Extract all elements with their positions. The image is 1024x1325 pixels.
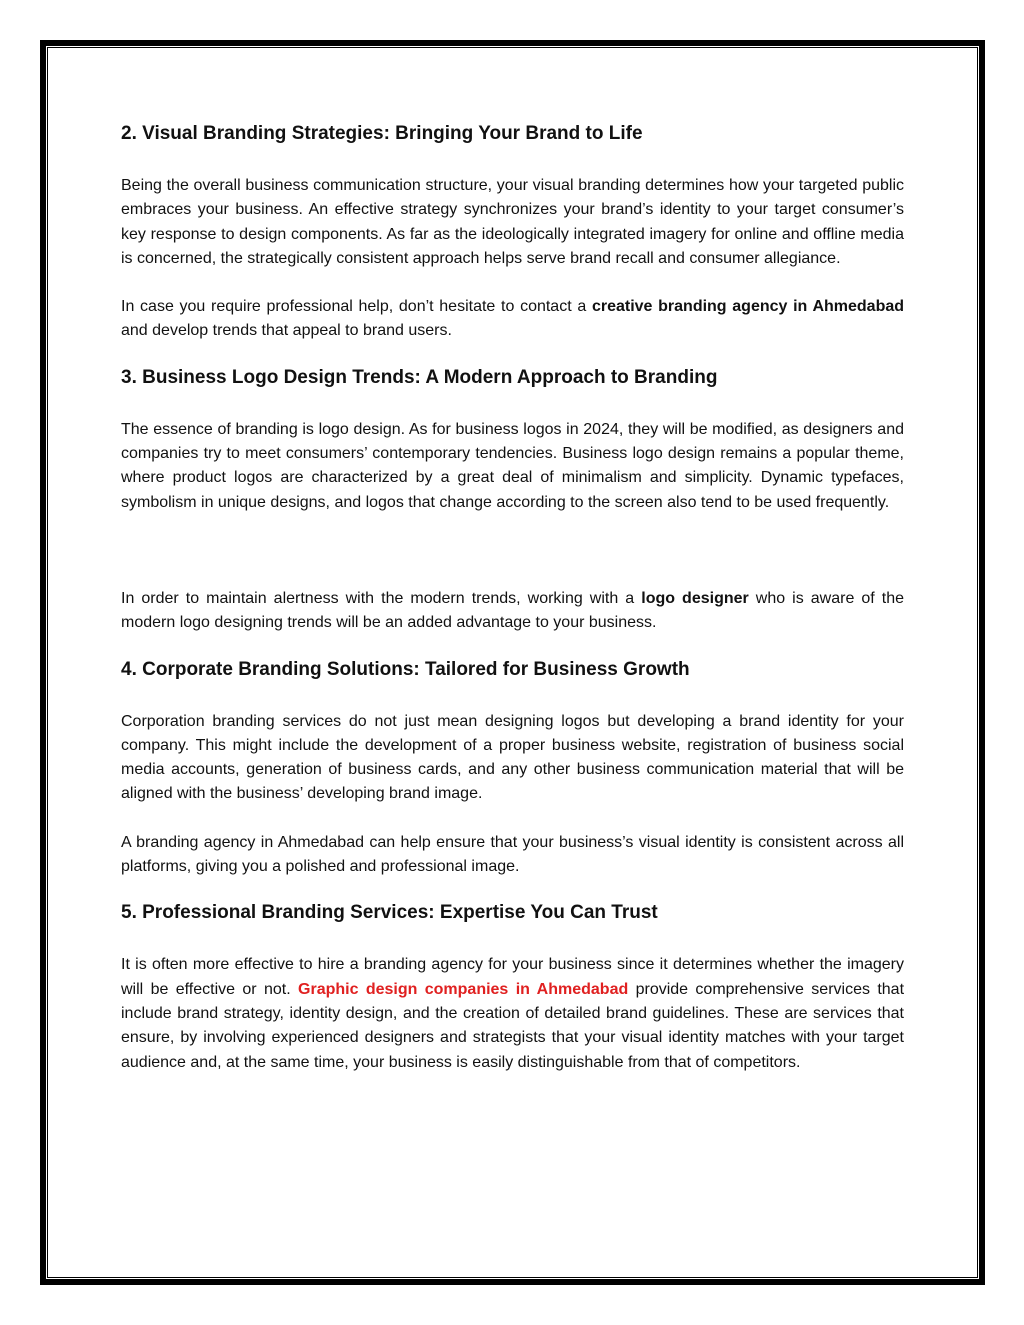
section-paragraph: A branding agency in Ahmedabad can help ensure that your business’s visual identity is consistent across all platforms, giving you a polished and professional image. <box>121 833 904 876</box>
bold-keyword: logo designer <box>641 589 749 607</box>
section-paragraph: Being the overall business communication structure, your visual branding determines how your targeted public embraces your business. An effective strategy synchronizes your brand’s identity to your target consumer’s key response to design components. As far as the ideologically integrated imagery for online and offline media is concerned, the strategically consistent approach helps serve brand recall and consumer allegiance. <box>121 177 904 267</box>
paragraph-text: In case you require professional help, don’t hesitate to contact a <box>121 298 592 316</box>
section-paragraph <box>121 587 904 636</box>
paragraph-text: who is aware of the modern logo designing trends will be an added advantage to your business. <box>121 589 905 632</box>
document-body <box>121 120 904 1075</box>
section-paragraph <box>121 953 904 1074</box>
section-heading-visual-branding: 2. Visual Branding Strategies: Bringing Your Brand to Life <box>121 123 643 144</box>
bold-keyword: creative branding agency in Ahmedabad <box>591 298 905 316</box>
paragraph-text: It is often more effective to hire a branding agency for your business since it determines whether the imagery will be effective or not. <box>121 956 904 998</box>
section-paragraph: Corporation branding services do not just mean designing logos but developing a brand identity for your company. This might include the development of a proper business website, registration of business social media accounts, generation of business cards, and any other business communication material that will be aligned with the business’ developing brand image. <box>121 712 904 803</box>
section-heading-professional-services: 5. Professional Branding Services: Expertise You Can Trust <box>121 902 658 924</box>
section-heading-logo-trends: 3. Business Logo Design Trends: A Modern Approach to Branding <box>121 366 718 388</box>
paragraph-text: and develop trends that appeal to brand users. <box>121 322 452 340</box>
paragraph-text: In order to maintain alertness with the modern trends, working with a <box>121 589 642 607</box>
section-heading-corporate-branding: 4. Corporate Branding Solutions: Tailored for Business Growth <box>121 658 690 680</box>
paragraph-text: provide comprehensive services that include brand strategy, identity design, and the creation of detailed brand guidelines. These are services that ensure, by involving experienced designers and strategists that your visual identity matches with your target audience and, at the same time, your business is easily distinguishable from that of competitors. <box>121 980 905 1071</box>
section-paragraph <box>121 295 904 344</box>
section-paragraph: The essence of branding is logo design. As for business logos in 2024, they will be modified, as designers and companies try to meet consumers’ contemporary tendencies. Business logo design remains a popular theme, where product logos are characterized by a great deal of minimalism and simplicity. Dynamic typefaces, symbolism in unique designs, and logos that change according to the screen also tend to be used frequently. <box>121 420 904 511</box>
graphic-design-link[interactable]: Graphic design companies in Ahmedabad <box>298 980 629 998</box>
